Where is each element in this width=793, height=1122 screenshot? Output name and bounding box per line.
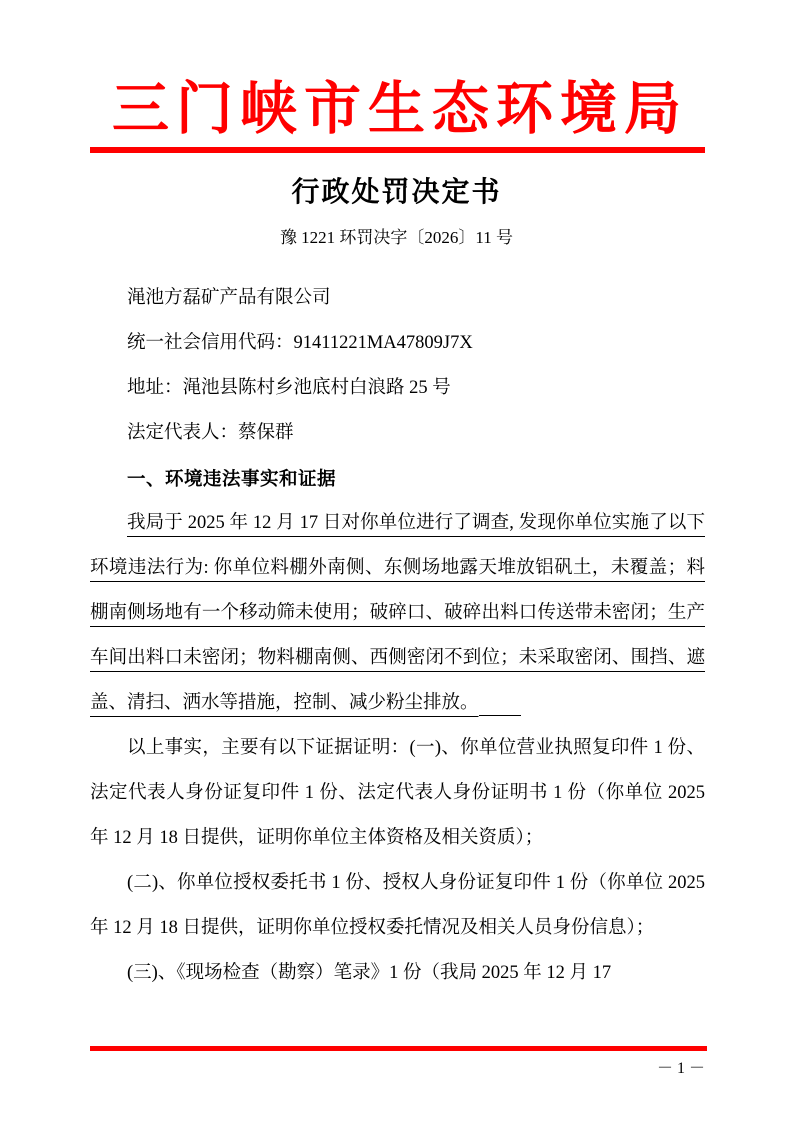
evidence-paragraph-2: (二)、你单位授权委托书 1 份、授权人身份证复印件 1 份（你单位 2025 年 12 月 18 日提供，证明你单位授权委托情况及相关人员身份信息）；: [90, 873, 705, 938]
document-body: [90, 276, 705, 996]
facts-paragraph: [90, 501, 705, 726]
recipient-credit-code: 统一社会信用代码：91411221MA47809J7X: [127, 333, 473, 353]
page-footer: [90, 1046, 707, 1080]
recipient-legal-representative: 法定代表人：蔡保群: [127, 423, 294, 443]
recipient-company-name: 渑池方磊矿产品有限公司: [127, 288, 331, 308]
evidence-paragraph-3: (三)、《现场检查（勘察）笔录》1 份（我局 2025 年 12 月 17: [127, 963, 612, 983]
letterhead-divider: [90, 147, 705, 153]
agency-title: 三门峡市生态环境局: [112, 78, 688, 141]
recipient-address: 地址：渑池县陈村乡池底村白浪路 25 号: [127, 378, 451, 398]
section-1-heading: 一、环境违法事实和证据: [127, 468, 337, 489]
document-number: 豫 1221 环罚决字〔2026〕11 号: [279, 228, 514, 247]
page-number: － 1 －: [656, 1060, 705, 1077]
footer-divider: [90, 1046, 707, 1051]
letterhead: [0, 78, 793, 250]
evidence-paragraph-1: 以上事实，主要有以下证据证明：(一)、你单位营业执照复印件 1 份、法定代表人身份证复印件 1 份、法定代表人身份证明书 1 份（你单位 2025 年 12 月 18 日提供，证明你单位主体资格及相关资质）；: [90, 738, 705, 848]
underline-tail: [479, 715, 521, 716]
document-title: 行政处罚决定书: [291, 177, 502, 208]
facts-underlined-text: 我局于 2025 年 12 月 17 日对你单位进行了调查, 发现你单位实施了以下环境违法行为: 你单位料棚外南侧、东侧场地露天堆放铝矾土，未覆盖；料棚南侧场地有一个移动筛未使用；破碎口、破碎出料口传送带未密闭；生产车间出料口未密闭；物料棚南侧、西侧密闭不到位；未采取密闭、围挡、遮盖、清扫、洒水等措施，控制、减少粉尘排放。: [90, 513, 705, 713]
